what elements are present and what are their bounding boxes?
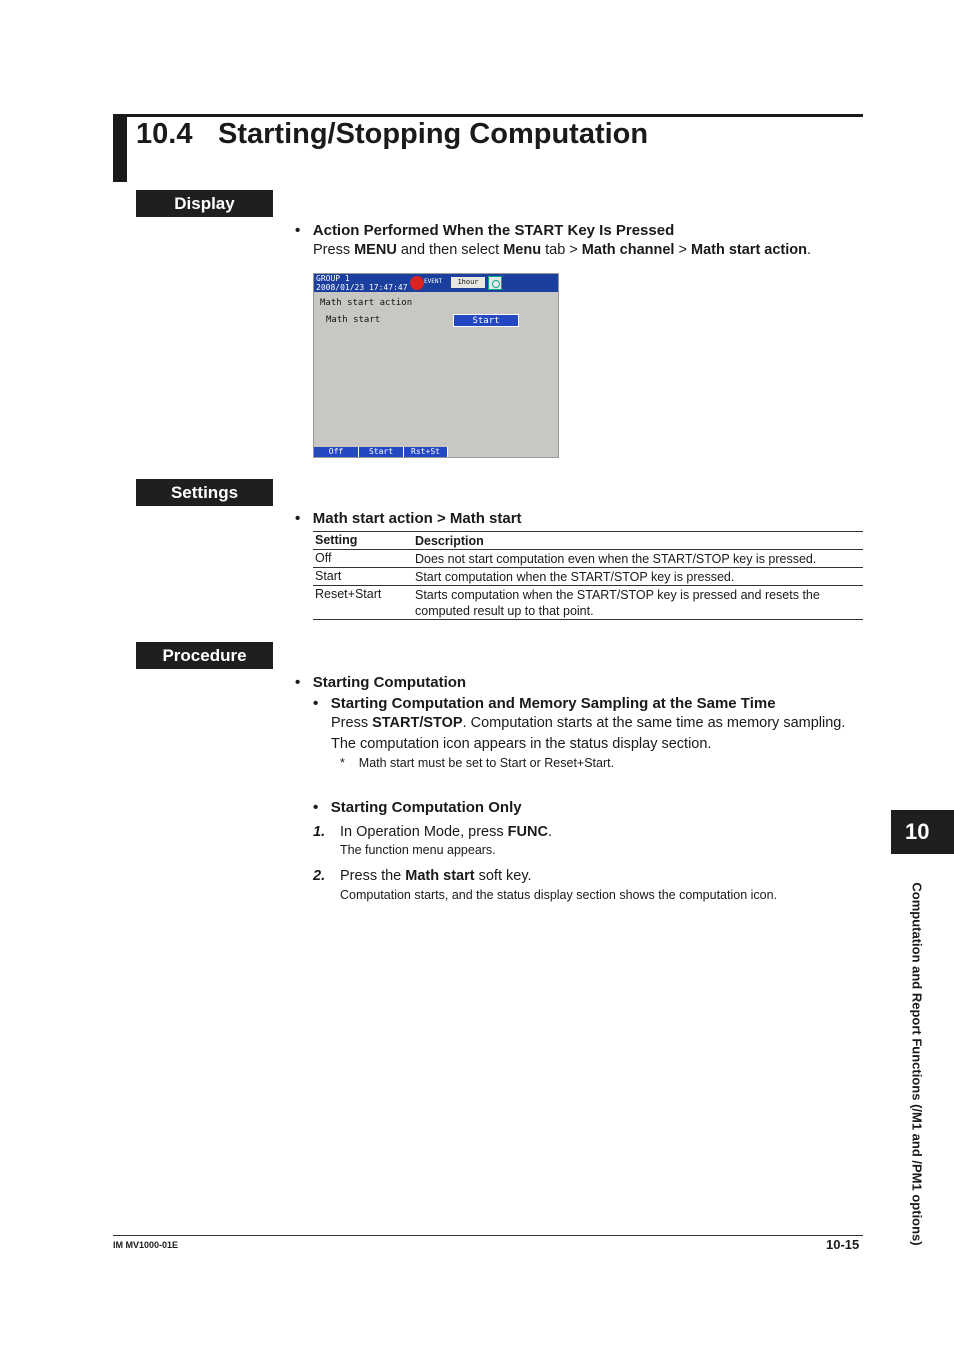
screen-item-value[interactable]: Start bbox=[453, 314, 519, 327]
procedure-sub1-line1: Press START/STOP. Computation starts at the same time as memory sampling. bbox=[331, 715, 846, 731]
step-result: Computation starts, and the status display section shows the computation icon. bbox=[340, 888, 778, 902]
footer-doc-id: IM MV1000-01E bbox=[113, 1240, 179, 1250]
screen-interval: 1hour bbox=[451, 277, 485, 288]
screen-status-bar bbox=[314, 274, 558, 292]
softkey-reset-start[interactable]: Rst+St bbox=[404, 447, 448, 457]
header-rule bbox=[113, 114, 863, 117]
procedure-label: Procedure bbox=[136, 642, 273, 669]
screen-datetime: 2008/01/23 17:47:47 bbox=[316, 283, 408, 292]
procedure-sub1-heading: • Starting Computation and Memory Sampling at the Same Time bbox=[313, 695, 776, 712]
table-row bbox=[313, 585, 863, 620]
row-setting: Reset+Start bbox=[315, 587, 382, 601]
settings-label: Settings bbox=[136, 479, 273, 506]
section-title: Starting/Stopping Computation bbox=[218, 118, 649, 150]
row-description: Start computation when the START/STOP key is pressed. bbox=[415, 570, 735, 584]
step-number: 2. bbox=[313, 868, 326, 884]
table-row bbox=[313, 549, 863, 567]
step-text: In Operation Mode, press FUNC. bbox=[340, 824, 552, 840]
footer-page-number: 10-15 bbox=[826, 1237, 860, 1252]
screen-item-label: Math start bbox=[326, 315, 381, 325]
section-number: 10.4 bbox=[136, 118, 193, 150]
screen-event: EVENT bbox=[424, 278, 443, 285]
step-text: Press the Math start soft key. bbox=[340, 868, 532, 884]
display-heading: • Action Performed When the START Key Is Pressed bbox=[295, 222, 675, 239]
step-result: The function menu appears. bbox=[340, 843, 496, 857]
row-description: Does not start computation even when the START/STOP key is pressed. bbox=[415, 552, 817, 566]
softkey-start[interactable]: Start bbox=[359, 447, 404, 457]
settings-table bbox=[313, 531, 863, 620]
chapter-tab: 10 bbox=[891, 810, 954, 854]
footer-rule bbox=[113, 1235, 863, 1236]
header-bar bbox=[113, 114, 127, 182]
procedure-note: * Math start must be set to Start or Reset+Start. bbox=[340, 756, 615, 770]
procedure-sub1-line2: The computation icon appears in the status display section. bbox=[331, 736, 712, 752]
step-number: 1. bbox=[313, 824, 326, 840]
display-path: Press MENU and then select Menu tab > Math channel > Math start action. bbox=[313, 242, 812, 258]
screen-submenu: Math start action bbox=[320, 298, 413, 308]
table-header bbox=[313, 531, 863, 549]
screen-group: GROUP 1 bbox=[316, 274, 350, 283]
display-label: Display bbox=[136, 190, 273, 217]
softkey-off[interactable]: Off bbox=[314, 447, 359, 457]
row-setting: Off bbox=[315, 551, 332, 565]
column-header-description: Description bbox=[415, 534, 484, 548]
table-row bbox=[313, 567, 863, 585]
settings-heading: • Math start action > Math start bbox=[295, 510, 522, 527]
column-header-setting: Setting bbox=[315, 533, 358, 547]
screen-softkey-bar bbox=[314, 447, 558, 457]
procedure-heading: • Starting Computation bbox=[295, 674, 467, 691]
sampling-icon bbox=[488, 276, 502, 290]
alarm-icon bbox=[410, 276, 424, 290]
device-screen bbox=[313, 273, 559, 458]
page-title bbox=[136, 118, 648, 151]
row-setting: Start bbox=[315, 569, 342, 583]
row-description: Starts computation when the START/STOP key is pressed and resets the computed result up to that point. bbox=[415, 588, 820, 618]
chapter-side-title: Computation and Report Functions (/M1 and /PM1 options) bbox=[909, 882, 925, 1246]
procedure-sub2-heading: • Starting Computation Only bbox=[313, 799, 522, 816]
